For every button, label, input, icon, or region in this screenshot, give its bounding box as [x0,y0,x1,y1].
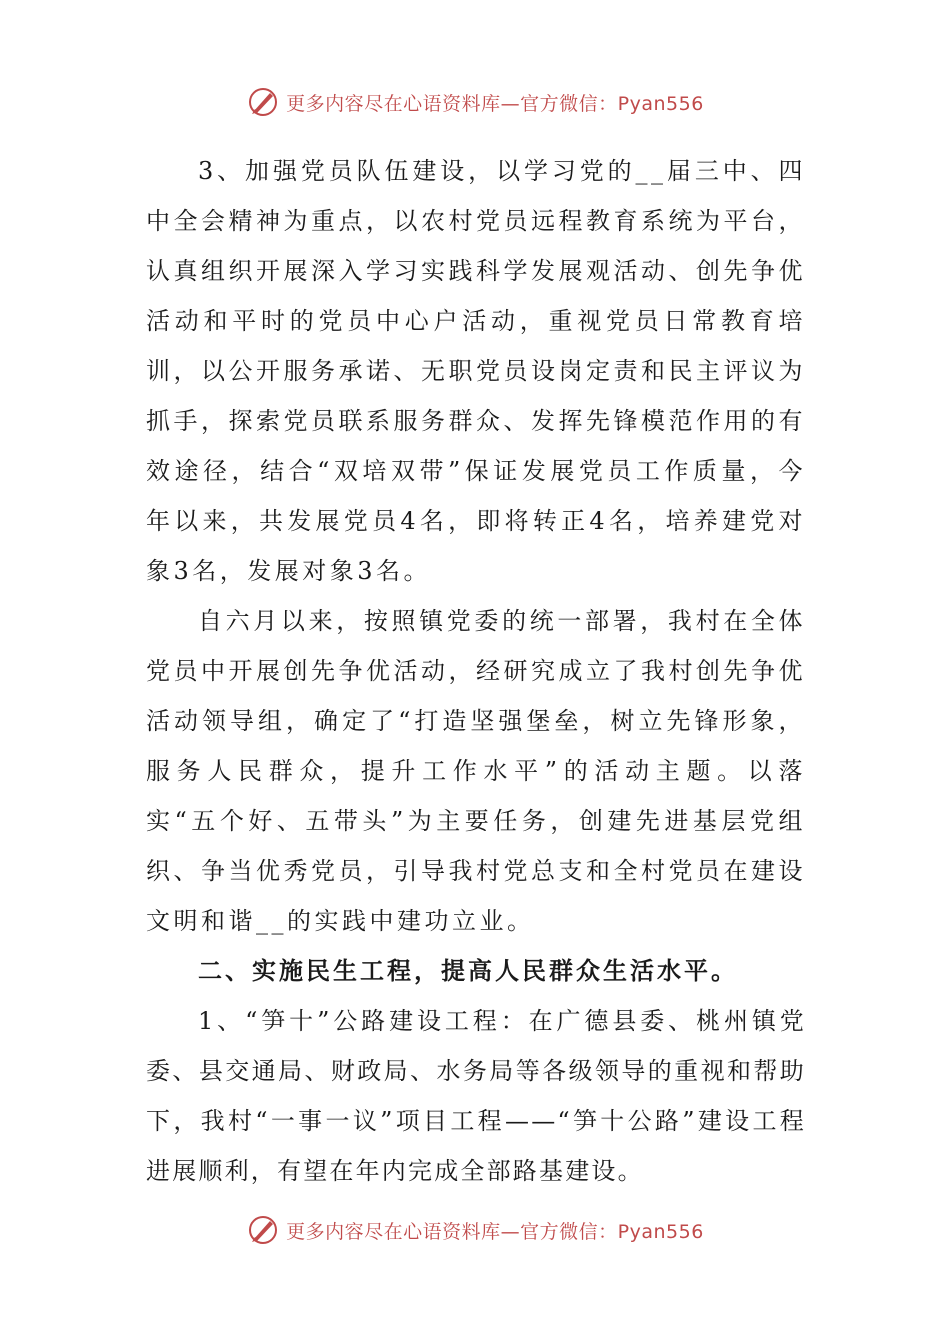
watermark-footer [0,1210,950,1250]
quill-pen-icon [246,1213,280,1247]
document-body [146,146,806,1196]
watermark-header [0,82,950,122]
section-heading: 二、实施民生工程，提高人民群众生活水平。 [198,956,738,985]
paragraph-excellence-campaign: 自六月以来，按照镇党委的统一部署，我村在全体党员中开展创先争优活动，经研究成立了我村创先争优活动领导组，确定了“打造坚强堡垒，树立先锋形象，服务人民群众，提升工作水平”的活动主题。以落实“五个好、五带头”为主要任务，创建先进基层党组织、争当优秀党员，引导我村党总支和全村党员在建设文明和谐__的实践中建功立业。 [146,607,806,935]
watermark-text: 更多内容尽在心语资料库—官方微信：Pyan556 [286,1220,704,1243]
paragraph-road-project: 1、“笋十”公路建设工程：在广德县委、桃州镇党委、县交通局、财政局、水务局等各级领导的重视和帮助下，我村“一事一议”项目工程——“笋十公路”建设工程进展顺利，有望在年内完成全部路基建设。 [146,1007,806,1185]
paragraph-party-building: 3、加强党员队伍建设，以学习党的__届三中、四中全会精神为重点，以农村党员远程教育系统为平台，认真组织开展深入学习实践科学发展观活动、创先争优活动和平时的党员中心户活动，重视党员日常教育培训，以公开服务承诺、无职党员设岗定责和民主评议为抓手，探索党员联系服务群众、发挥先锋模范作用的有效途径，结合“双培双带”保证发展党员工作质量，今年以来，共发展党员4名，即将转正4名，培养建党对象3名，发展对象3名。 [146,157,806,585]
watermark-text: 更多内容尽在心语资料库—官方微信：Pyan556 [286,92,704,115]
quill-pen-icon [246,85,280,119]
